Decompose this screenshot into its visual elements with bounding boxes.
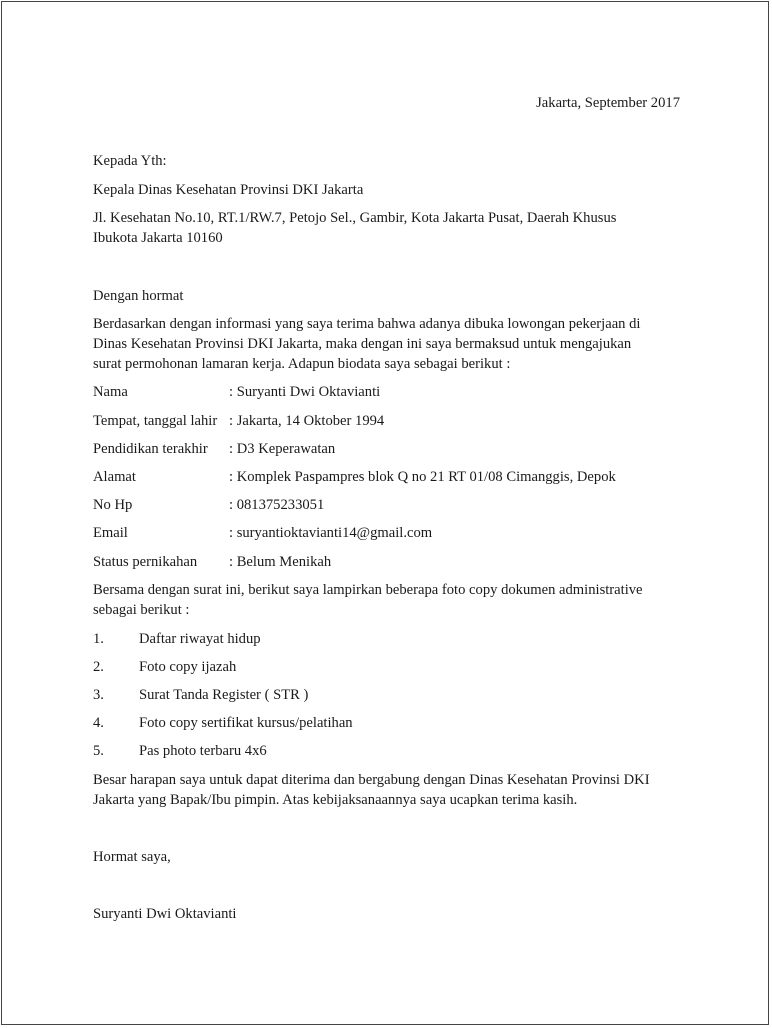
biodata-label-status: Status pernikahan <box>93 554 198 570</box>
intro-line: surat permohonan lamaran kerja. Adapun biodata saya sebagai berikut : <box>93 356 511 372</box>
biodata-value-alamat: : Komplek Paspampres blok Q no 21 RT 01/08 Cimanggis, Depok <box>229 469 616 485</box>
attachment-intro-line: sebagai berikut : <box>93 602 190 618</box>
biodata-label-email: Email <box>93 525 128 541</box>
closing-line: Besar harapan saya untuk dapat diterima dan bergabung dengan Dinas Kesehatan Provinsi DKI <box>93 772 650 788</box>
intro-line: Dinas Kesehatan Provinsi DKI Jakarta, maka dengan ini saya bermaksud untuk mengajukan <box>93 336 632 352</box>
biodata-label-nama: Nama <box>93 384 128 400</box>
sign-off: Hormat saya, <box>93 849 171 865</box>
letter-page <box>1 1 769 1025</box>
attachment-item: Daftar riwayat hidup <box>139 631 261 647</box>
intro-line: Berdasarkan dengan informasi yang saya terima bahwa adanya dibuka lowongan pekerjaan di <box>93 316 641 332</box>
attachment-number: 4. <box>93 715 104 731</box>
biodata-value-email: : suryantioktavianti14@gmail.com <box>229 525 433 541</box>
attachment-item: Surat Tanda Register ( STR ) <box>139 687 309 703</box>
biodata-value-nama: : Suryanti Dwi Oktavianti <box>229 384 381 400</box>
closing-line: Jakarta yang Bapak/Ibu pimpin. Atas kebijaksanaannya saya ucapkan terima kasih. <box>93 792 578 808</box>
biodata-value-ttl: : Jakarta, 14 Oktober 1994 <box>229 413 385 429</box>
recipient-address-line2: Ibukota Jakarta 10160 <box>93 230 223 246</box>
attachment-intro-line: Bersama dengan surat ini, berikut saya lampirkan beberapa foto copy dokumen administrative <box>93 582 643 598</box>
biodata-value-status: : Belum Menikah <box>229 554 332 570</box>
recipient-title: Kepala Dinas Kesehatan Provinsi DKI Jakarta <box>93 182 364 198</box>
attachment-item: Foto copy ijazah <box>139 659 237 675</box>
attachment-number: 2. <box>93 659 104 675</box>
attachment-number: 1. <box>93 631 104 647</box>
biodata-value-nohp: : 081375233051 <box>229 497 325 513</box>
attachment-number: 5. <box>93 743 104 759</box>
signature-name: Suryanti Dwi Oktavianti <box>93 906 237 922</box>
biodata-label-alamat: Alamat <box>93 469 136 485</box>
attachment-number: 3. <box>93 687 104 703</box>
recipient-address-line1: Jl. Kesehatan No.10, RT.1/RW.7, Petojo Sel., Gambir, Kota Jakarta Pusat, Daerah Khusus <box>93 210 617 226</box>
biodata-label-ttl: Tempat, tanggal lahir <box>93 413 218 429</box>
greeting: Dengan hormat <box>93 288 184 304</box>
attachment-item: Foto copy sertifikat kursus/pelatihan <box>139 715 353 731</box>
biodata-label-pendidikan: Pendidikan terakhir <box>93 441 208 457</box>
attachment-item: Pas photo terbaru 4x6 <box>139 743 267 759</box>
recipient-salutation: Kepada Yth: <box>93 153 167 169</box>
biodata-label-nohp: No Hp <box>93 497 133 513</box>
letter-date: Jakarta, September 2017 <box>536 95 680 111</box>
biodata-value-pendidikan: : D3 Keperawatan <box>229 441 336 457</box>
